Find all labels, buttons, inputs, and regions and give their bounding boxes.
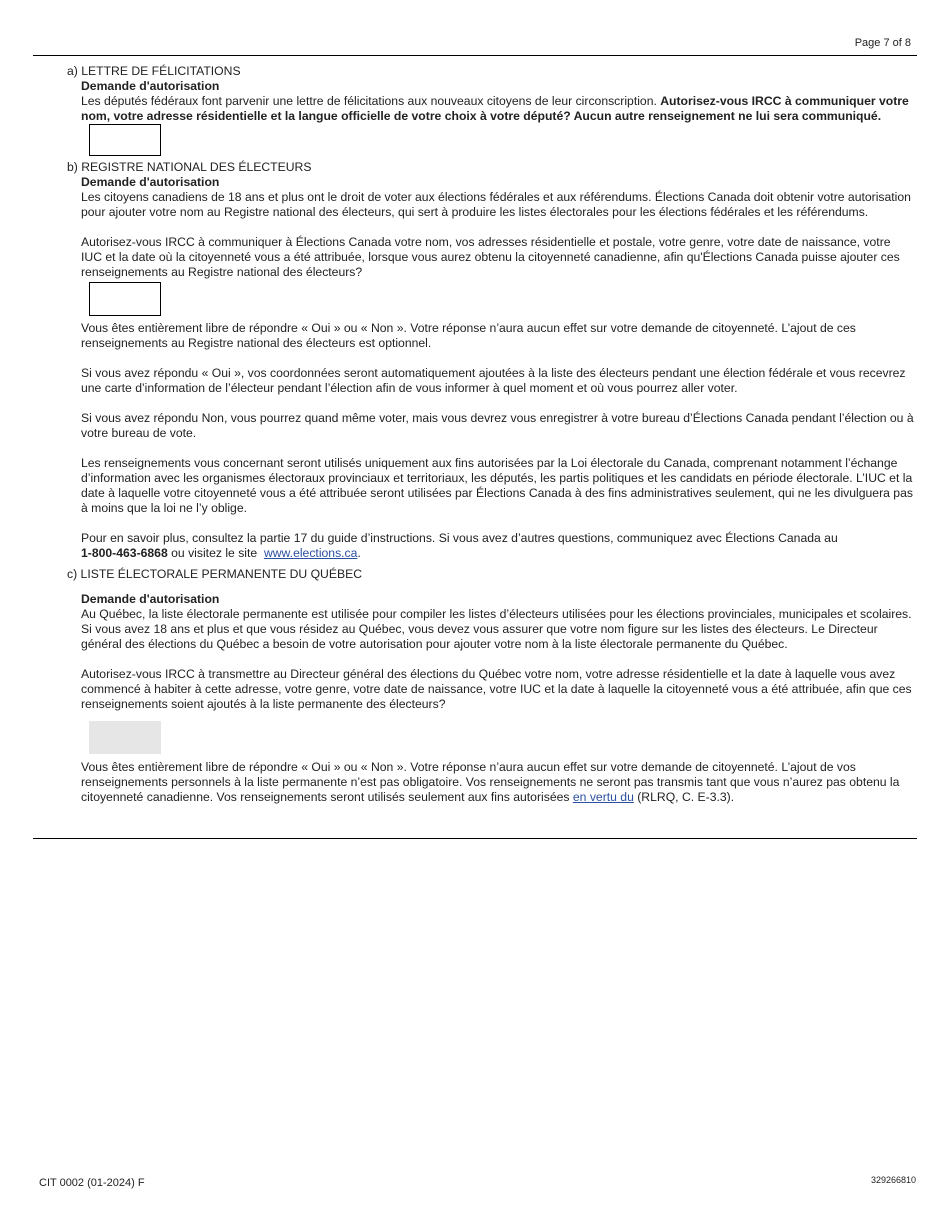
section-a-title: a) LETTRE DE FÉLICITATIONS xyxy=(67,64,241,78)
section-b-title: b) REGISTRE NATIONAL DES ÉLECTEURS xyxy=(67,160,312,174)
form-code: CIT 0002 (01-2024) F xyxy=(39,1177,145,1189)
top-rule xyxy=(33,55,917,56)
section-c-title: c) LISTE ÉLECTORALE PERMANENTE DU QUÉBEC xyxy=(67,567,363,581)
section-b-paragraph-3: Vous êtes entièrement libre de répondre « Oui » ou « Non ». Votre réponse n’aura aucun effet sur votre demande de citoyenneté. L’ajout de ces renseignements au Registre national des électeurs est optionnel. xyxy=(81,321,856,350)
section-b-paragraph-1: Les citoyens canadiens de 18 ans et plus ont le droit de voter aux élections fédérales et aux référendums. Élections Canada doit obtenir votre autorisation pour ajouter votre nom au Registre national des électeurs, qui sert à produire les listes électorales pour les élections fédérales et les référendums. xyxy=(81,190,911,219)
page-number: Page 7 of 8 xyxy=(854,37,911,49)
section-c-paragraph-3: Vous êtes entièrement libre de répondre « Oui » ou « Non ». Votre réponse n’aura aucun effet sur votre demande de citoyenneté. L’ajout de vos renseignements personnels à la liste permanente n’est pas obligatoire. Vos renseignements ne seront pas transmis tant que vous n’aurez pas obtenu la citoyenneté canadienne. Vos renseignements seront utilisés seulement aux fins autorisées en vertu du (RLRQ, C. E-3.3). xyxy=(81,760,900,804)
section-b-paragraph-2: Autorisez-vous IRCC à communiquer à Élections Canada votre nom, vos adresses résidentielle et postale, votre genre, votre date de naissance, votre IUC et la date où la citoyenneté vous a été attribuée, lorsque vous aurez obtenu la citoyenneté canadienne, afin qu'Élections Canada puisse ajouter ces renseignements au Registre national des électeurs? xyxy=(81,235,900,279)
section-c-paragraph-1: Au Québec, la liste électorale permanente est utilisée pour compiler les listes d’électeurs utilisées pour les élections provinciales, municipales et scolaires. Si vous avez 18 ans et plus et que vous résidez au Québec, vous devez vous assurer que votre nom figure sur les listes des électeurs. Le Directeur général des élections du Québec a besoin de votre autorisation pour ajouter votre nom à la liste électorale permanente du Québec. xyxy=(81,607,912,651)
elections-canada-link[interactable]: www.elections.ca xyxy=(263,546,358,560)
en-vertu-du-link[interactable]: en vertu du xyxy=(572,790,634,804)
section-b-paragraph-5: Si vous avez répondu Non, vous pourrez quand même voter, mais vous devrez vous enregistrer à votre bureau d’Élections Canada pendant l’élection ou à votre bureau de vote. xyxy=(81,411,914,440)
section-b-paragraph-4: Si vous avez répondu « Oui », vos coordonnées seront automatiquement ajoutées à la liste des électeurs pendant une élection fédérale et vous recevrez une carte d’information de l’électeur pendant l’élection afin de vous informer à quel moment et où vous pourrez aller voter. xyxy=(81,366,906,395)
section-c-answer-select[interactable] xyxy=(89,721,161,754)
section-b-answer-select[interactable] xyxy=(89,282,161,316)
elections-canada-phone: 1-800-463-6868 xyxy=(81,546,168,560)
bottom-rule xyxy=(33,838,917,839)
section-b-paragraph-7: Pour en savoir plus, consultez la partie 17 du guide d’instructions. Si vous avez d’autres questions, communiquez avec Élections Canada au 1-800-463-6868 ou visitez le site www.elections.ca. xyxy=(81,531,838,560)
section-a-text: Les députés fédéraux font parvenir une lettre de félicitations aux nouveaux citoyens de leur circonscription. Autorisez-vous IRCC à communiquer votre nom, votre adresse résidentielle et la langue officielle de votre choix à votre député? Aucun autre renseignement ne lui sera communiqué. xyxy=(81,94,909,123)
section-b xyxy=(67,160,914,561)
section-a-subhead: Demande d'autorisation xyxy=(81,79,220,93)
section-a xyxy=(67,64,914,156)
section-b-subhead: Demande d'autorisation xyxy=(81,175,220,189)
section-c-paragraph-2: Autorisez-vous IRCC à transmettre au Directeur général des élections du Québec votre nom, votre adresse résidentielle et la date à laquelle vous avez commencé à habiter à cette adresse, votre genre, votre date de naissance, votre IUC et la date à laquelle la citoyenneté vous a été attribuée, afin que ces renseignements soient ajoutés à la liste permanente des électeurs? xyxy=(81,667,912,711)
section-c-subhead: Demande d'autorisation xyxy=(81,592,220,606)
form-content xyxy=(67,64,914,805)
section-a-answer-select[interactable] xyxy=(89,124,161,156)
barcode-number: 329266810 xyxy=(870,1175,916,1185)
section-b-paragraph-6: Les renseignements vous concernant seront utilisés uniquement aux fins autorisées par la Loi électorale du Canada, comprenant notamment l’échange d’information avec les organismes électoraux provinciaux et territoriaux, les députés, les partis politiques et les candidats en période électorale. L’IUC et la date à laquelle votre citoyenneté vous a été attribuée seront utilisées par Élections Canada à des fins administratives seulement, qui ne les divulguera pas à moins que la loi ne l’y oblige. xyxy=(81,456,913,515)
section-c xyxy=(67,567,914,805)
